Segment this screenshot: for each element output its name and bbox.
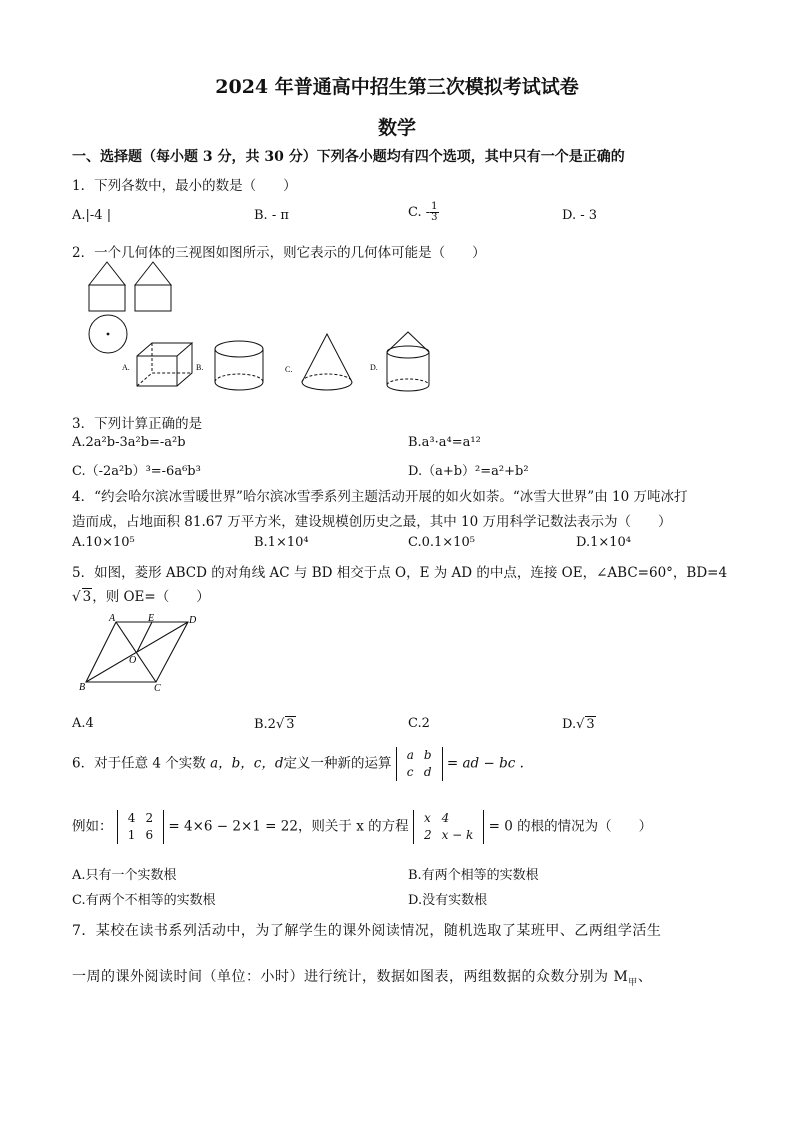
question-6-definition: 6．对于任意 4 个实数 a，b，c，d定义一种新的运算 a b c d = ad − bc .	[72, 748, 524, 779]
point-label-e: E	[148, 613, 155, 624]
q6-option-b: B.有两个相等的实数根	[408, 868, 539, 883]
question-5-line2: √ 3，则 OE=（ ）	[72, 589, 210, 605]
question-4-line1: 4．“约会哈尔滨冰雪暖世界”哈尔滨冰雪季系列主题活动开展的如火如荼。“冰雪大世界”由 10 万吨冰打	[72, 489, 688, 505]
figure-label-c: C.	[285, 365, 293, 374]
q3-option-a: A.2a²b-3a²b=-a²b	[72, 435, 186, 450]
fraction: $\frac{1}{3}$	[431, 201, 438, 223]
q3-option-c: C.（-2a²b）³=-6a⁶b³	[72, 464, 201, 479]
rhombus-figure	[76, 612, 206, 697]
vertex-label-c: C	[154, 683, 161, 694]
figure-label-d: D.	[370, 363, 378, 372]
q1-option-d: D. - 3	[562, 208, 598, 223]
question-5-line1: 5．如图，菱形 ABCD 的对角线 AC 与 BD 相交于点 O，E 为 AD 的中点，连接 OE，∠ABC=60°，BD=4	[72, 565, 728, 581]
question-3-stem: 3．下列计算正确的是	[72, 416, 203, 432]
subject-title: 数学	[377, 117, 416, 139]
q6-option-d: D.没有实数根	[408, 893, 488, 908]
question-7-line1: 7．某校在读书系列活动中，为了解学生的课外阅读情况，随机选取了某班甲、乙两组学活生	[72, 923, 662, 939]
question-4-line2: 造而成，占地面积 81.67 万平方米，建设规模创历史之最，其中 10 万用科学记数法表示为（ ）	[72, 514, 672, 530]
question-6-example: 例如： 4 2 1 6 = 4×6 − 2×1 = 22，则关于 x 的方程 x 4 2 x − k = 0 的根的情况为（ ）	[72, 811, 653, 842]
vertex-label-a: A	[109, 613, 116, 624]
point-label-o: O	[129, 655, 137, 666]
option-a-cuboid-figure	[122, 338, 202, 398]
question-1-stem: 1．下列各数中，最小的数是（ ）	[72, 178, 297, 194]
q6-option-c: C.有两个不相等的实数根	[72, 893, 216, 908]
q1-option-c: C. - $\frac{1}{3}$	[408, 201, 438, 223]
section-heading: 一、选择题（每小题 3 分，共 30 分）下列各小题均有四个选项，其中只有一个是正确的	[72, 149, 625, 165]
vertex-label-b: B	[79, 682, 86, 693]
determinant-equation: x 4 2 x − k	[413, 810, 484, 844]
option-c-cone-figure	[285, 330, 365, 400]
option-d-cone-cylinder-figure	[370, 330, 440, 400]
q4-option-c: C.0.1×10⁵	[408, 535, 475, 550]
q5-option-c: C.2	[408, 716, 430, 731]
q4-option-a: A.10×10⁵	[72, 535, 135, 550]
determinant-example: 4 2 1 6	[117, 810, 164, 844]
question-2-stem: 2．一个几何体的三视图如图所示，则它表示的几何体可能是（ ）	[72, 245, 486, 261]
q4-option-b: B.1×10⁴	[254, 535, 309, 550]
q1-option-b: B. - π	[254, 208, 289, 223]
q5-option-d: D.√ 3	[562, 717, 595, 732]
q4-option-d: D.1×10⁴	[576, 535, 632, 550]
q5-option-b: B.2√ 3	[254, 717, 295, 732]
determinant-definition: a b c d	[396, 747, 443, 781]
q1-option-a: A.|-4 |	[72, 208, 112, 223]
figure-label-a: A.	[122, 363, 130, 372]
figure-label-b: B.	[196, 363, 204, 372]
option-b-cylinder-figure	[196, 338, 271, 398]
page-title: 2024 年普通高中招生第三次模拟考试试卷	[215, 76, 579, 98]
vertex-label-d: D	[189, 615, 197, 626]
q3-option-b: B.a³·a⁴=a¹²	[408, 435, 481, 450]
q5-option-a: A.4	[72, 716, 94, 731]
question-7-line2: 一周的课外阅读时间（单位：小时）进行统计，数据如图表，两组数据的众数分别为 $M_甲$、	[72, 969, 653, 988]
q6-option-a: A.只有一个实数根	[72, 868, 177, 883]
q3-option-d: D.（a+b）²=a²+b²	[408, 464, 529, 479]
